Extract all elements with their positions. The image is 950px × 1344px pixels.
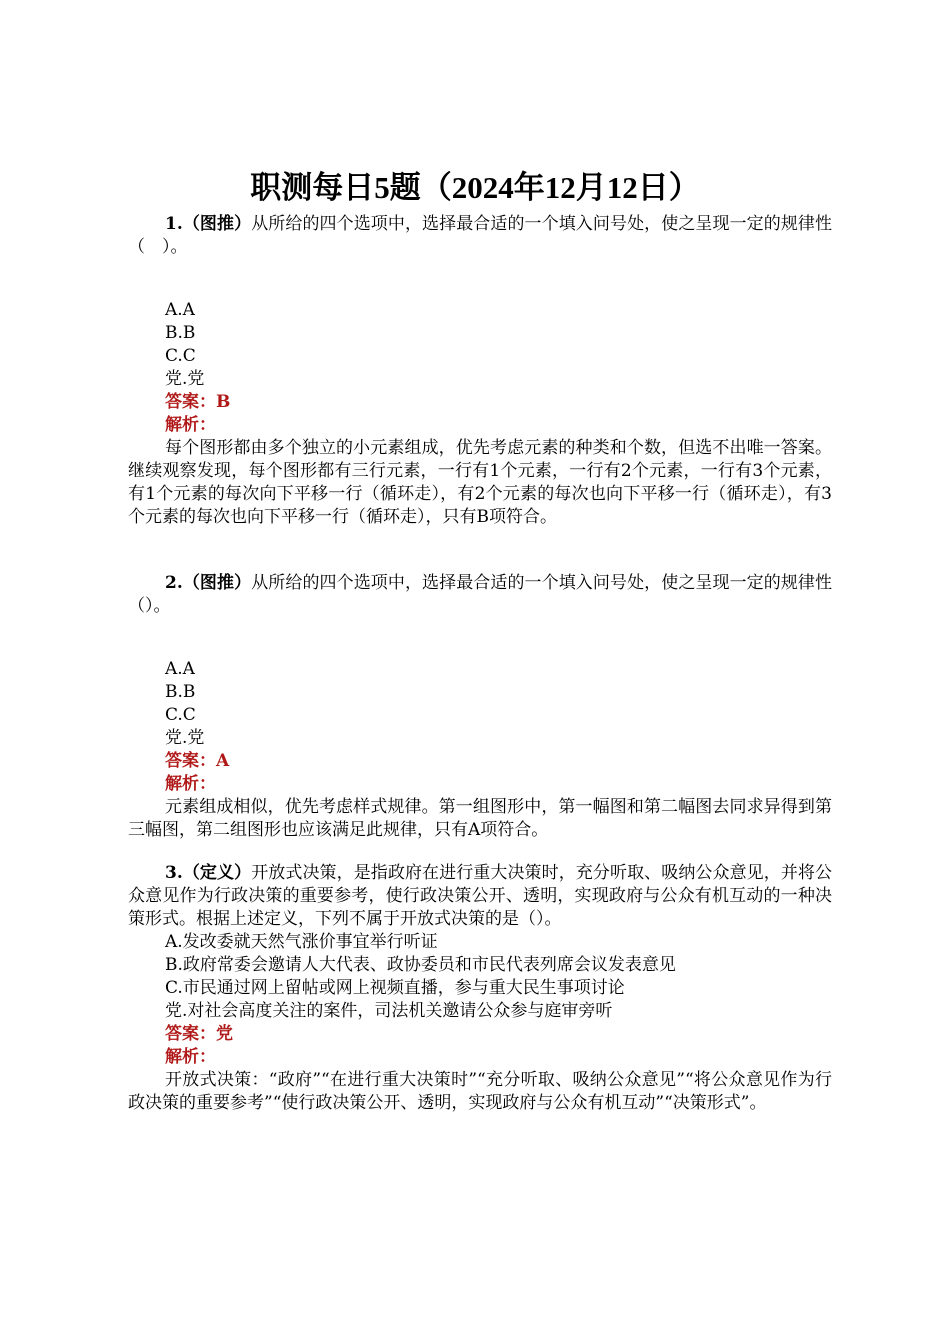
analysis-label: 解析：: [165, 774, 216, 794]
figure-placeholder: [128, 618, 832, 658]
figure-placeholder: [128, 259, 832, 299]
option-c: C.C: [165, 346, 196, 366]
question-number: 3.（定义）: [165, 863, 252, 883]
answer: 答案：A: [165, 751, 230, 771]
question-2: [128, 572, 832, 842]
question-stem: 2.（图推）从所给的四个选项中，选择最合适的一个填入问号处，使之呈现一定的规律性（）。: [128, 573, 833, 616]
option-d: 党.对社会高度关注的案件，司法机关邀请公众参与庭审旁听: [165, 1001, 613, 1021]
answer: 答案：党: [165, 1024, 233, 1044]
question-1: [128, 213, 832, 529]
option-c: C.市民通过网上留帖或网上视频直播，参与重大民生事项讨论: [165, 978, 625, 998]
analysis-text: 元素组成相似，优先考虑样式规律。第一组图形中，第一幅图和第二幅图去同求异得到第三幅图，第二组图形也应该满足此规律，只有A项符合。: [128, 797, 832, 840]
option-b: B.B: [165, 682, 196, 702]
question-3: [128, 862, 832, 1115]
page-title: 职测每日5题（2024年12月12日）: [250, 170, 700, 205]
option-d: 党.党: [165, 728, 205, 748]
option-d: 党.党: [165, 369, 205, 389]
analysis-text: 开放式决策：“政府”“在进行重大决策时”“充分听取、吸纳公众意见”“将公众意见作为行政决策的重要参考”“使行政决策公开、透明，实现政府与公众有机互动”“决策形式”。: [128, 1070, 832, 1113]
analysis-label: 解析：: [165, 1047, 216, 1067]
option-c: C.C: [165, 705, 196, 725]
question-number: 2.（图推）: [165, 573, 252, 593]
option-a: A.A: [165, 300, 195, 320]
question-stem: 3.（定义）开放式决策，是指政府在进行重大决策时，充分听取、吸纳公众意见，并将公众意见作为行政决策的重要参考，使行政决策公开、透明，实现政府与公众有机互动的一种决策形式。根据上述定义，下列不属于开放式决策的是（）。: [128, 863, 833, 929]
option-b: B.政府常委会邀请人大代表、政协委员和市民代表列席会议发表意见: [165, 955, 676, 975]
question-stem: 1.（图推）从所给的四个选项中，选择最合适的一个填入问号处，使之呈现一定的规律性（ ）。: [128, 214, 833, 257]
question-number: 1.（图推）: [165, 214, 252, 234]
analysis-text: 每个图形都由多个独立的小元素组成，优先考虑元素的种类和个数，但选不出唯一答案。继续观察发现，每个图形都有三行元素，一行有1个元素，一行有2个元素，一行有3个元素，有1个元素的每次向下平移一行（循环走），有2个元素的每次也向下平移一行（循环走），有3个元素的每次也向下平移一行（循环走），只有B项符合。: [128, 438, 832, 527]
analysis-label: 解析：: [165, 415, 216, 435]
option-a: A.A: [165, 659, 195, 679]
answer: 答案：B: [165, 392, 231, 412]
option-b: B.B: [165, 323, 196, 343]
option-a: A.发改委就天然气涨价事宜举行听证: [165, 932, 438, 952]
